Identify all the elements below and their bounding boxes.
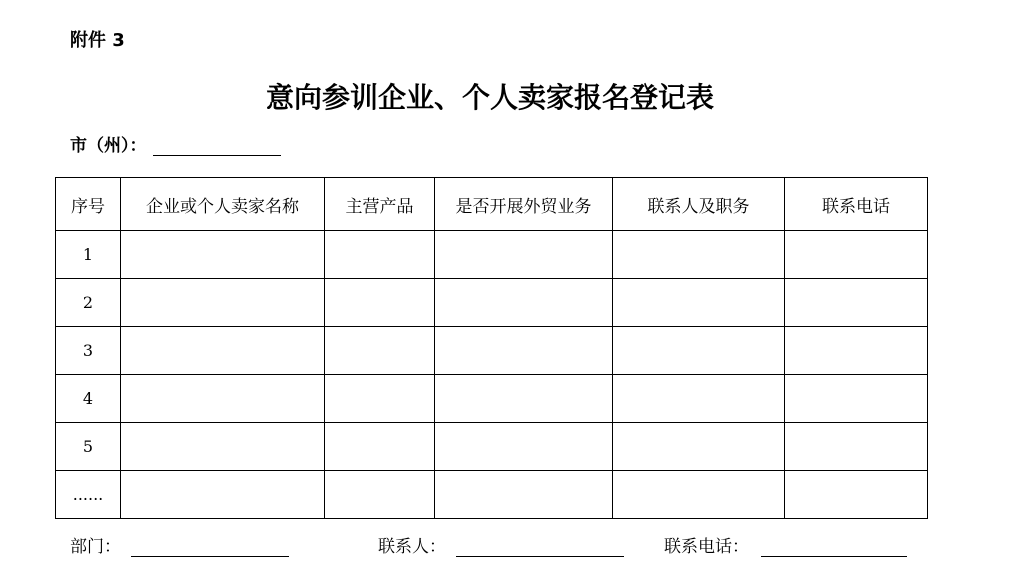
cell-name[interactable]: [121, 327, 325, 375]
contact-label: 联系人：: [378, 537, 446, 557]
cell-phone[interactable]: [785, 231, 928, 279]
row-number: 4: [56, 375, 121, 423]
table-row: [56, 375, 928, 423]
header-phone: 联系电话: [785, 178, 928, 231]
table-row: [56, 471, 928, 519]
cell-name[interactable]: [121, 471, 325, 519]
form-title: 意向参训企业、个人卖家报名登记表: [265, 81, 714, 114]
table-row: [56, 423, 928, 471]
cell-products[interactable]: [325, 375, 435, 423]
cell-phone[interactable]: [785, 327, 928, 375]
form-footer: [0, 532, 1010, 558]
cell-contact[interactable]: [613, 327, 785, 375]
header-foreign-trade: 是否开展外贸业务: [435, 178, 613, 231]
cell-products[interactable]: [325, 471, 435, 519]
row-number: 3: [56, 327, 121, 375]
cell-foreign-trade[interactable]: [435, 231, 613, 279]
department-field: [70, 532, 289, 557]
cell-phone[interactable]: [785, 375, 928, 423]
cell-phone[interactable]: [785, 423, 928, 471]
cell-foreign-trade[interactable]: [435, 423, 613, 471]
cell-foreign-trade[interactable]: [435, 471, 613, 519]
cell-name[interactable]: [121, 279, 325, 327]
cell-contact[interactable]: [613, 231, 785, 279]
cell-products[interactable]: [325, 231, 435, 279]
cell-name[interactable]: [121, 423, 325, 471]
cell-name[interactable]: [121, 375, 325, 423]
row-number: 1: [56, 231, 121, 279]
cell-contact[interactable]: [613, 375, 785, 423]
header-serial: 序号: [56, 178, 121, 231]
department-label: 部门：: [70, 537, 121, 557]
phone-label: 联系电话：: [664, 537, 749, 557]
cell-products[interactable]: [325, 279, 435, 327]
contact-field: [378, 532, 624, 557]
row-number: ......: [56, 471, 121, 519]
row-number: 5: [56, 423, 121, 471]
cell-foreign-trade[interactable]: [435, 375, 613, 423]
cell-phone[interactable]: [785, 471, 928, 519]
cell-foreign-trade[interactable]: [435, 279, 613, 327]
table-row: [56, 327, 928, 375]
table-row: [56, 279, 928, 327]
header-contact: 联系人及职务: [613, 178, 785, 231]
city-field: [70, 131, 281, 156]
header-products: 主营产品: [325, 178, 435, 231]
phone-field: [664, 532, 907, 557]
attachment-label: 附件 3: [70, 30, 125, 51]
table-row: [56, 231, 928, 279]
city-blank-line[interactable]: [153, 137, 281, 156]
cell-contact[interactable]: [613, 423, 785, 471]
header-name: 企业或个人卖家名称: [121, 178, 325, 231]
row-number: 2: [56, 279, 121, 327]
contact-blank-line[interactable]: [456, 538, 624, 557]
cell-products[interactable]: [325, 327, 435, 375]
cell-foreign-trade[interactable]: [435, 327, 613, 375]
registration-table: [55, 177, 928, 519]
table-header-row: [56, 178, 928, 231]
cell-products[interactable]: [325, 423, 435, 471]
department-blank-line[interactable]: [131, 538, 289, 557]
cell-name[interactable]: [121, 231, 325, 279]
cell-contact[interactable]: [613, 471, 785, 519]
city-label: 市（州）：: [70, 136, 147, 156]
cell-phone[interactable]: [785, 279, 928, 327]
cell-contact[interactable]: [613, 279, 785, 327]
phone-blank-line[interactable]: [761, 538, 907, 557]
